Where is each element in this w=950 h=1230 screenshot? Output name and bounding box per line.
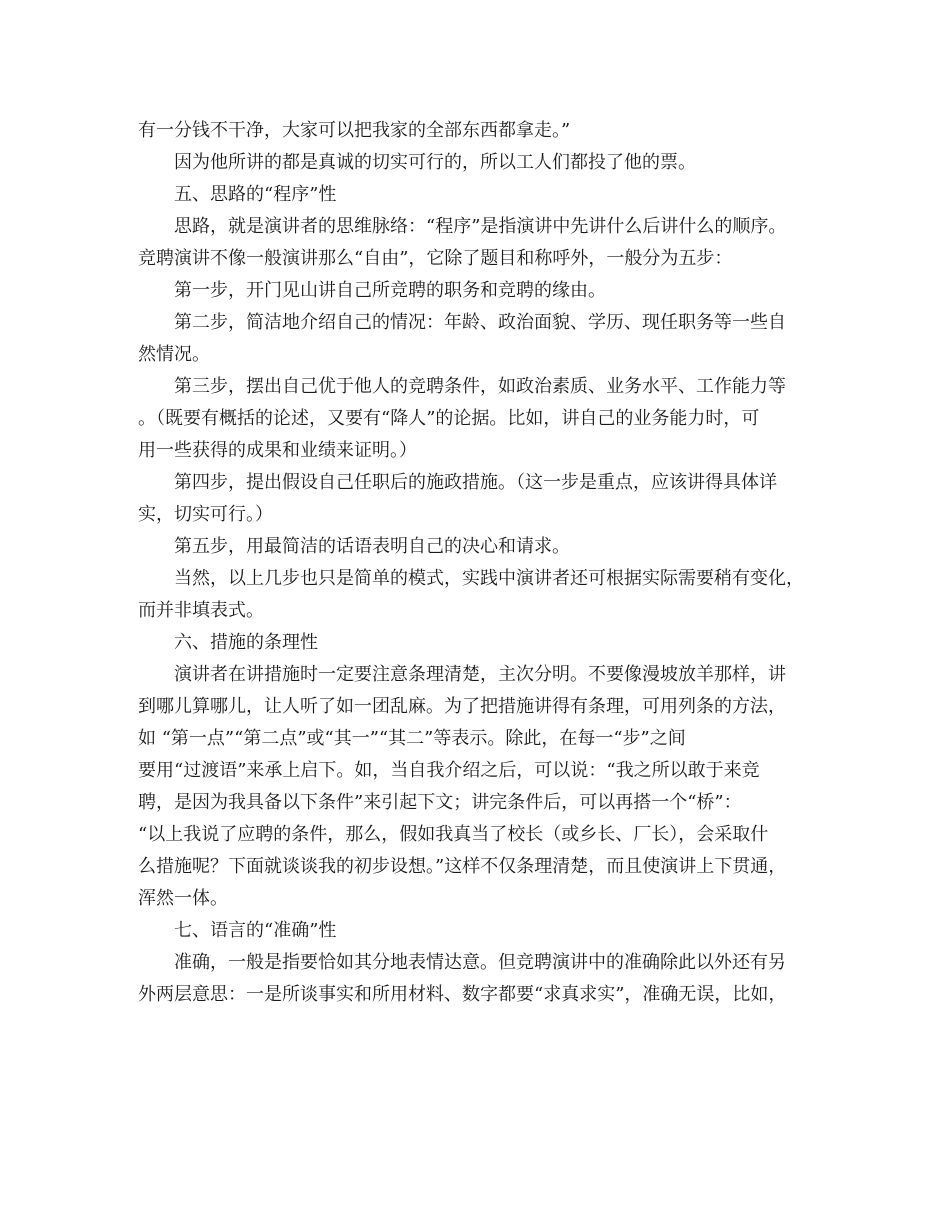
text-line: 要用“过渡语”来承上启下。如，当自我介绍之后，可以说：“我之所以敢于来竞: [138, 760, 760, 781]
text-line: 第五步，用最简洁的话语表明自己的决心和请求。: [174, 536, 570, 557]
text-line: 思路，就是演讲者的思维脉络：“程序”是指演讲中先讲什么后讲什么的顺序。: [174, 216, 787, 237]
text-line: 第一步，开门见山讲自己所竞聘的职务和竞聘的缘由。: [174, 280, 606, 301]
text-line: 第二步，简洁地介绍自己的情况：年龄、政治面貌、学历、现任职务等一些自: [174, 312, 786, 333]
section-heading: 五、思路的“程序”性: [174, 184, 337, 205]
text-line: 演讲者在讲措施时一定要注意条理清楚，主次分明。不要像漫坡放羊那样，讲: [174, 664, 786, 685]
text-line: “以上我说了应聘的条件，那么，假如我真当了校长（或乡长、厂长），会采取什: [138, 824, 769, 845]
document-body: [138, 115, 818, 1011]
text-line: 么措施呢？下面就谈谈我的初步设想。”这样不仅条理清楚，而且使演讲上下贯通，: [138, 856, 787, 877]
text-line: 实，切实可行。）: [138, 504, 273, 525]
text-line: 如 “第一点”“第二点”或“其一”“其二”等表示。除此，在每一“步”之间: [138, 728, 686, 749]
text-line: 当然，以上几步也只是简单的模式，实践中演讲者还可根据实际需要稍有变化，: [174, 568, 804, 589]
text-line: 。（既要有概括的论述，又要有“降人”的论据。比如，讲自己的业务能力时，可: [138, 408, 760, 429]
text-line: 到哪儿算哪儿，让人听了如一团乱麻。为了把措施讲得有条理，可用列条的方法，: [138, 696, 786, 717]
text-line: 准确，一般是指要恰如其分地表情达意。但竞聘演讲中的准确除此以外还有另: [174, 952, 786, 973]
text-line: 浑然一体。: [138, 888, 228, 909]
text-line: 用一些获得的成果和业绩来证明。）: [138, 440, 417, 461]
text-line: 聘，是因为我具备以下条件”来引起下文；讲完条件后，可以再搭一个“桥”：: [138, 792, 742, 813]
text-line: 而并非填表式。: [138, 600, 264, 621]
text-line: 外两层意思：一是所谈事实和所用材料、数字都要“求真求实”，准确无误，比如，: [138, 984, 787, 1005]
text-line: 第四步，提出假设自己任职后的施政措施。（这一步是重点，应该讲得具体详: [174, 472, 777, 493]
section-heading: 六、措施的条理性: [174, 632, 318, 653]
text-line: 因为他所讲的都是真诚的切实可行的，所以工人们都投了他的票。: [174, 152, 696, 173]
text-line: 有一分钱不干净，大家可以把我家的全部东西都拿走。”: [138, 120, 571, 141]
text-line: 第三步，摆出自己优于他人的竞聘条件，如政治素质、业务水平、工作能力等: [174, 376, 786, 397]
text-line: 竞聘演讲不像一般演讲那么“自由”，它除了题目和称呼外，一般分为五步：: [138, 248, 733, 269]
text-line: 然情况。: [138, 344, 210, 365]
section-heading: 七、语言的“准确”性: [174, 920, 337, 941]
